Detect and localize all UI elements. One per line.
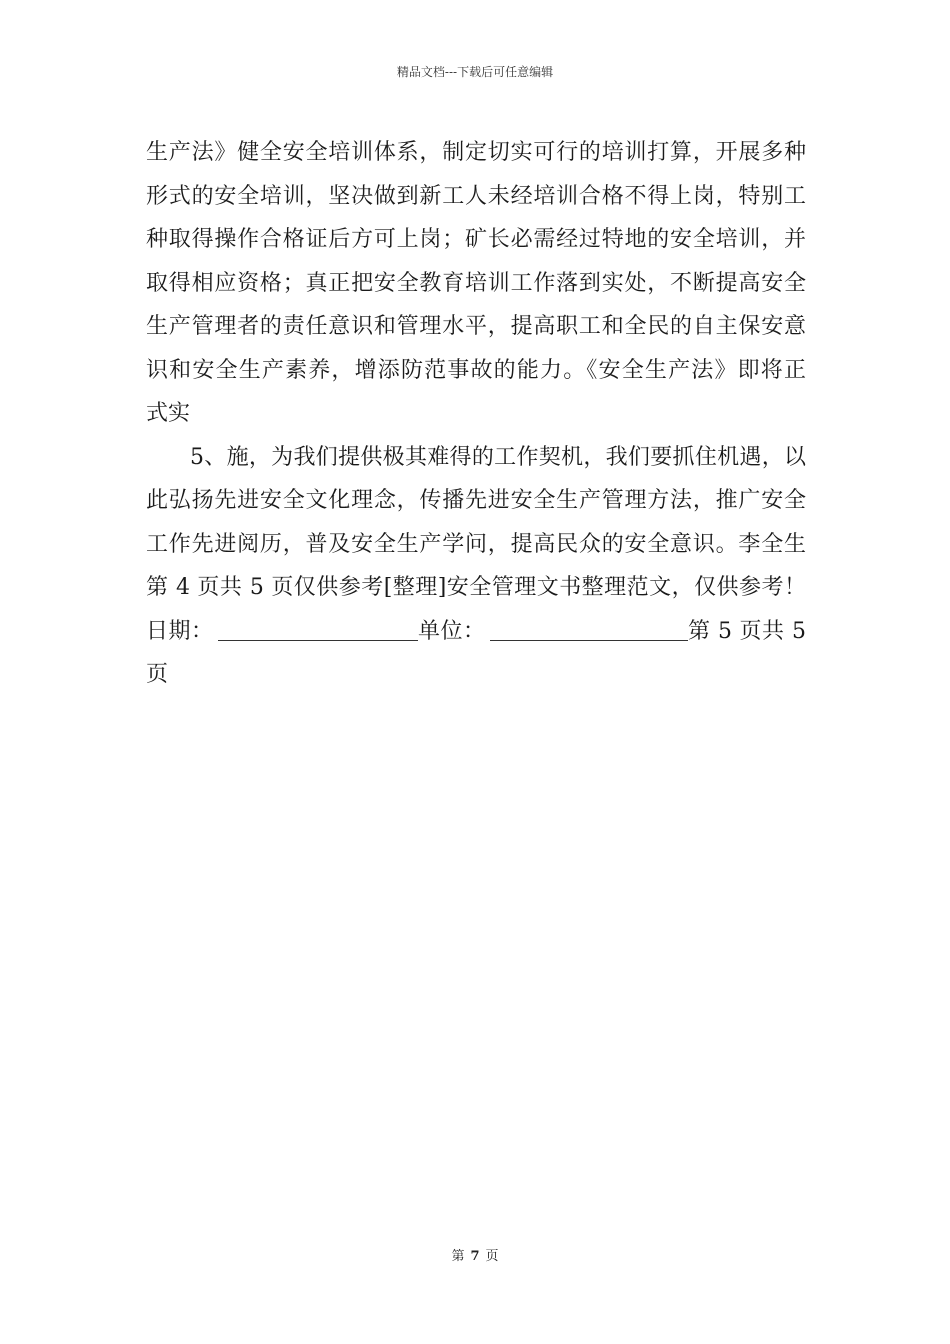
text-line: 第 4 页共 5 页仅供参考[整理]安全管理文书整理范文，仅供参考！: [146, 575, 806, 600]
text-line: 生产管理者的责任意识和管理水平，提高职工和全民的自主保安意: [146, 314, 806, 339]
page-footer: [0, 1249, 950, 1265]
form-line: [146, 610, 806, 697]
text-line: 页: [146, 662, 169, 687]
paragraph-1: [146, 131, 806, 436]
text-line: 式实: [146, 401, 191, 426]
text-line: 取得相应资格；真正把安全教育培训工作落到实处，不断提高安全: [146, 270, 806, 296]
date-unit-line: [146, 610, 806, 654]
page-number-prefix: 第: [451, 1249, 465, 1264]
page-header: 精品文档---下载后可任意编辑: [396, 65, 554, 79]
text-line: 5、施，为我们提供极其难得的工作契机，我们要抓住机遇，以: [190, 444, 806, 470]
text-line: 形式的安全培训，坚决做到新工人未经培训合格不得上岗，特别工: [146, 183, 806, 209]
text-line: 种取得操作合格证后方可上岗；矿长必需经过特地的安全培训，并: [146, 227, 806, 252]
date-label: 日期：: [146, 618, 214, 644]
page-number: 7: [470, 1249, 480, 1264]
text-line: 识和安全生产素养，增添防范事故的能力。《安全生产法》即将正: [146, 357, 806, 383]
text-line: 生产法》健全安全培训体系，制定切实可行的培训打算，开展多种: [146, 140, 806, 165]
page-number-suffix: 页: [485, 1249, 499, 1264]
document-body: [146, 131, 806, 697]
text-line: 工作先进阅历，普及安全生产学问，提高民众的安全意识。李全生: [146, 531, 806, 557]
date-blank-field[interactable]: [218, 620, 418, 641]
unit-label: 单位：: [417, 618, 486, 644]
text-line: 此弘扬先进安全文化理念，传播先进安全生产管理方法，推广安全: [146, 488, 806, 513]
paragraph-2: [146, 436, 806, 610]
page-count-text: 第 5 页共 5: [687, 618, 806, 644]
unit-blank-field[interactable]: [490, 620, 688, 641]
